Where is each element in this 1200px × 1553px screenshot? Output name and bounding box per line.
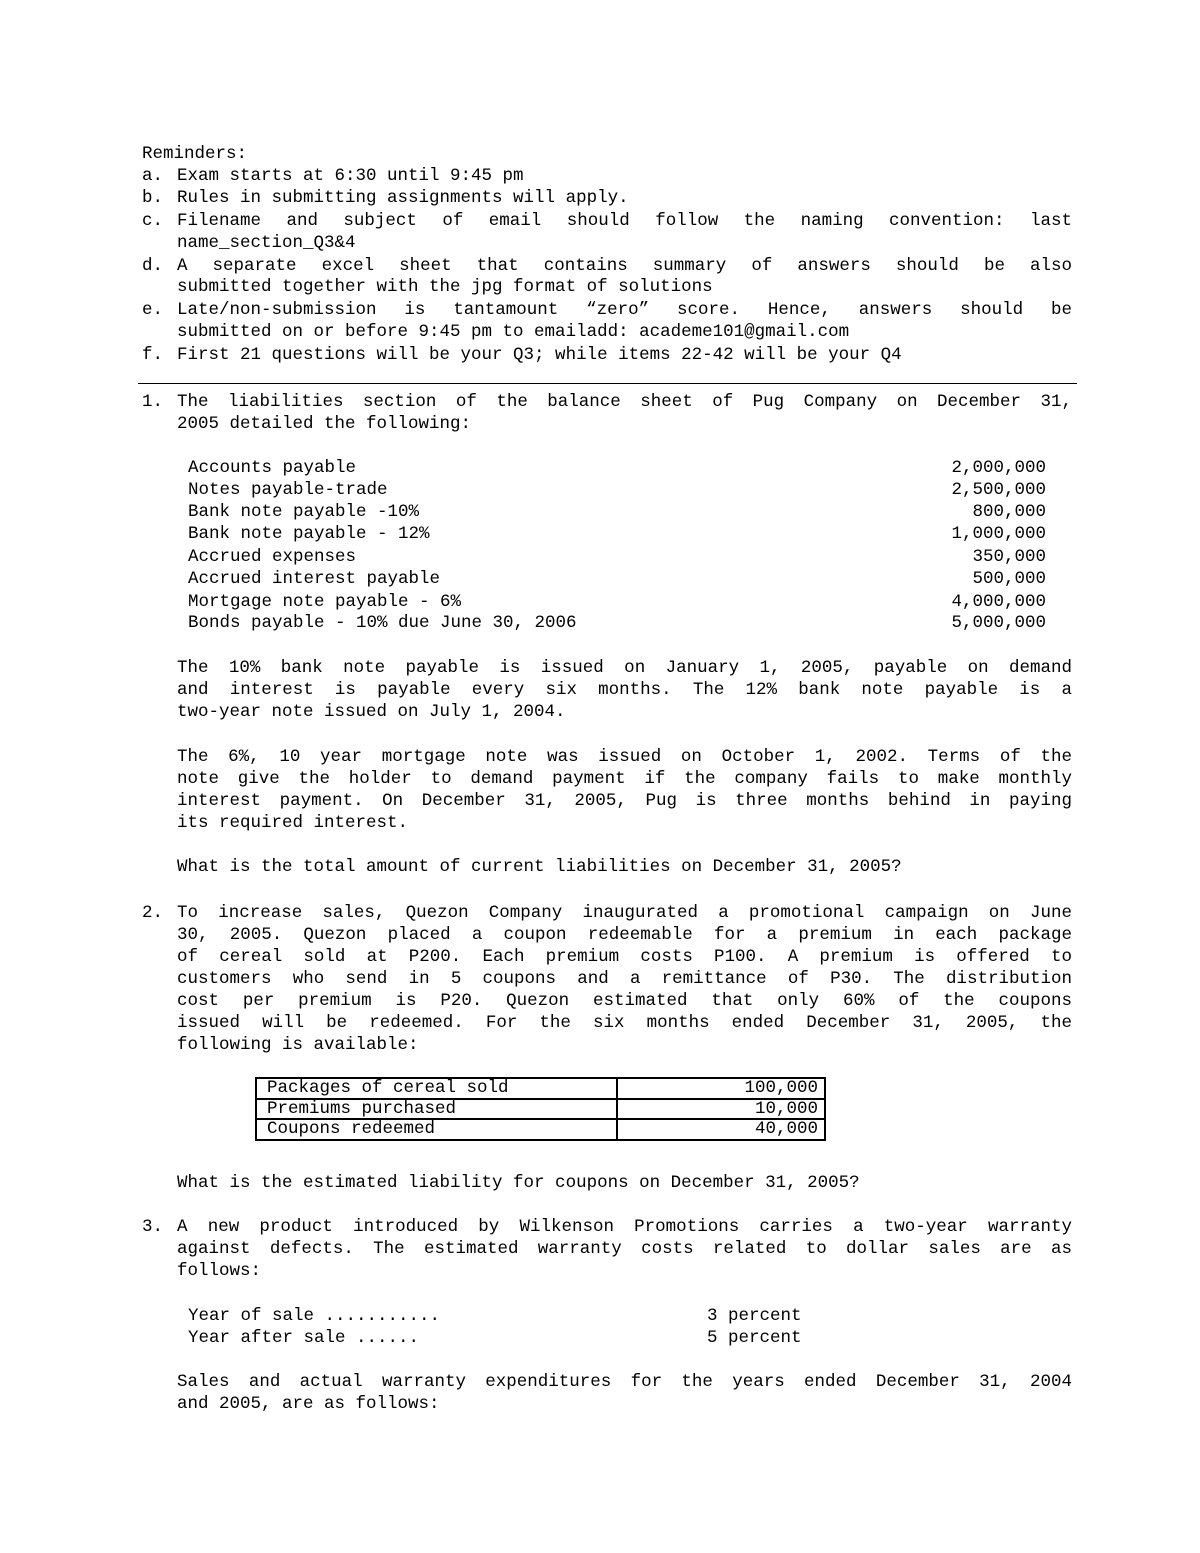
reminder-marker: a. xyxy=(142,166,164,186)
reminder-text: name_section_Q3&4 xyxy=(177,233,356,253)
paragraph-line: 30, 2005. Quezon placed a coupon redeemable for a premium in each package xyxy=(177,925,1072,945)
liability-value: 1,000,000 xyxy=(951,524,1046,544)
question-number: 3. xyxy=(142,1217,164,1237)
paragraph-line: Sales and actual warranty expenditures for the years ended December 31, 2004 xyxy=(177,1372,1072,1392)
table-row xyxy=(256,1078,825,1099)
liability-value: 800,000 xyxy=(972,502,1046,522)
paragraph-line: To increase sales, Quezon Company inaugurated a promotional campaign on June xyxy=(177,903,1072,923)
liability-label: Mortgage note payable - 6% xyxy=(188,592,462,612)
liability-value: 500,000 xyxy=(972,569,1046,589)
cereal-data-table xyxy=(255,1077,826,1141)
paragraph-line: two-year note issued on July 1, 2004. xyxy=(177,702,566,722)
table-cell-label: Premiums purchased xyxy=(256,1099,617,1120)
liability-label: Bank note payable - 12% xyxy=(188,524,430,544)
liability-label: Bonds payable - 10% due June 30, 2006 xyxy=(188,613,577,633)
reminder-text: A separate excel sheet that contains summary of answers should be also xyxy=(177,256,1072,276)
reminder-text: submitted together with the jpg format of solutions xyxy=(177,277,713,297)
paragraph-line: cost per premium is P20. Quezon estimated that only 60% of the coupons xyxy=(177,991,1072,1011)
liability-label: Accrued expenses xyxy=(188,547,357,567)
question-text: 2005 detailed the following: xyxy=(177,414,472,434)
liability-label: Accounts payable xyxy=(188,458,357,478)
liability-label: Notes payable-trade xyxy=(188,480,388,500)
liability-value: 4,000,000 xyxy=(951,592,1046,612)
paragraph-line: follows: xyxy=(177,1261,262,1281)
paragraph-line: its required interest. xyxy=(177,813,409,833)
warranty-rate-value: 5 percent xyxy=(707,1328,802,1348)
liability-value: 350,000 xyxy=(972,547,1046,567)
paragraph-line: following is available: xyxy=(177,1035,419,1055)
liability-value: 2,000,000 xyxy=(951,458,1046,478)
paragraph-line: The 10% bank note payable is issued on January 1, 2005, payable on demand xyxy=(177,658,1072,678)
paragraph-line: note give the holder to demand payment if the company fails to make monthly xyxy=(177,769,1072,789)
table-cell-label: Packages of cereal sold xyxy=(256,1078,617,1099)
reminders-heading: Reminders: xyxy=(142,144,248,164)
reminder-text: Filename and subject of email should follow the naming convention: last xyxy=(177,211,1072,231)
paragraph-line: and 2005, are as follows: xyxy=(177,1394,440,1414)
reminder-marker: c. xyxy=(142,211,164,231)
question-number: 2. xyxy=(142,903,164,923)
paragraph-line: The 6%, 10 year mortgage note was issued on October 1, 2002. Terms of the xyxy=(177,747,1072,767)
table-cell-value: 40,000 xyxy=(617,1119,825,1140)
liability-label: Bank note payable -10% xyxy=(188,502,420,522)
paragraph-line: customers who send in 5 coupons and a remittance of P30. The distribution xyxy=(177,969,1072,989)
question-prompt: What is the total amount of current liabilities on December 31, 2005? xyxy=(177,857,902,877)
table-cell-label: Coupons redeemed xyxy=(256,1119,617,1140)
question-text: The liabilities section of the balance sheet of Pug Company on December 31, xyxy=(177,392,1072,412)
reminder-marker: b. xyxy=(142,188,164,208)
paragraph-line: of cereal sold at P200. Each premium costs P100. A premium is offered to xyxy=(177,947,1072,967)
reminder-text: Late/non-submission is tantamount “zero” score. Hence, answers should be xyxy=(177,300,1072,320)
reminder-text: submitted on or before 9:45 pm to emailadd: academe101@gmail.com xyxy=(177,322,850,342)
liability-value: 2,500,000 xyxy=(951,480,1046,500)
question-prompt: What is the estimated liability for coupons on December 31, 2005? xyxy=(177,1173,860,1193)
warranty-rate-label: Year after sale ...... xyxy=(188,1328,420,1348)
paragraph-line: against defects. The estimated warranty costs related to dollar sales are as xyxy=(177,1239,1072,1259)
paragraph-line: A new product introduced by Wilkenson Promotions carries a two-year warranty xyxy=(177,1217,1072,1237)
section-divider xyxy=(138,383,1077,384)
warranty-rate-label: Year of sale ........... xyxy=(188,1306,441,1326)
paragraph-line: and interest is payable every six months. The 12% bank note payable is a xyxy=(177,680,1072,700)
question-number: 1. xyxy=(142,392,164,412)
table-cell-value: 10,000 xyxy=(617,1099,825,1120)
table-row xyxy=(256,1119,825,1140)
reminder-marker: d. xyxy=(142,256,164,276)
reminder-marker: e. xyxy=(142,300,164,320)
warranty-rate-value: 3 percent xyxy=(707,1306,802,1326)
table-row xyxy=(256,1099,825,1120)
reminder-text: First 21 questions will be your Q3; while items 22-42 will be your Q4 xyxy=(177,345,902,365)
paragraph-line: issued will be redeemed. For the six months ended December 31, 2005, the xyxy=(177,1013,1072,1033)
paragraph-line: interest payment. On December 31, 2005, Pug is three months behind in paying xyxy=(177,791,1072,811)
table-cell-value: 100,000 xyxy=(617,1078,825,1099)
reminder-marker: f. xyxy=(142,345,164,365)
liability-value: 5,000,000 xyxy=(951,613,1046,633)
reminder-text: Rules in submitting assignments will apply. xyxy=(177,188,629,208)
liability-label: Accrued interest payable xyxy=(188,569,441,589)
reminder-text: Exam starts at 6:30 until 9:45 pm xyxy=(177,166,524,186)
